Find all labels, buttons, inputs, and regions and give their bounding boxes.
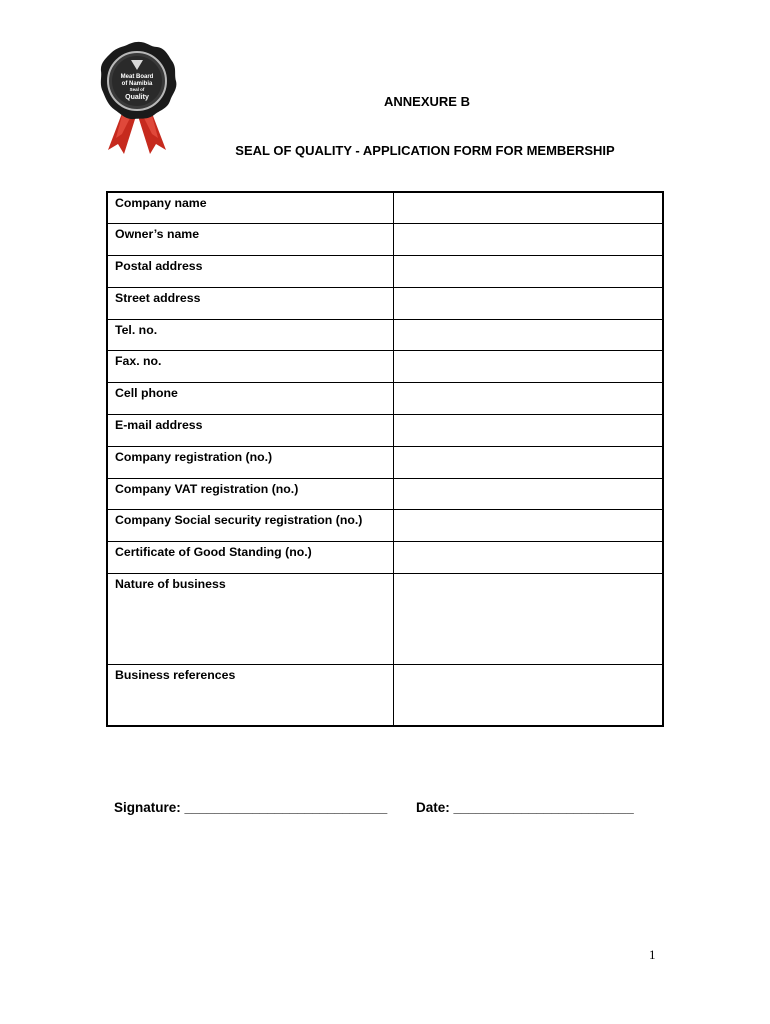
field-label: Business references <box>107 665 393 726</box>
field-label: Company VAT registration (no.) <box>107 478 393 510</box>
seal-text-4: Quality <box>125 94 149 101</box>
seal-text-3: Seal of <box>129 87 145 92</box>
form-row-owner-name <box>107 224 663 256</box>
field-input-company-registration[interactable] <box>393 446 663 478</box>
seal-text-1: Meat Board <box>120 74 154 80</box>
field-label: E-mail address <box>107 415 393 447</box>
form-row-company-registration <box>107 446 663 478</box>
field-label: Cell phone <box>107 383 393 415</box>
field-input-email[interactable] <box>393 415 663 447</box>
form-row-good-standing <box>107 542 663 574</box>
form-row-business-references <box>107 665 663 726</box>
form-row-company-name <box>107 192 663 224</box>
field-input-company-name[interactable] <box>393 192 663 224</box>
field-label: Fax. no. <box>107 351 393 383</box>
date-line[interactable]: Date: ________________________ <box>416 800 634 815</box>
form-row-vat-registration <box>107 478 663 510</box>
form-row-nature-of-business <box>107 574 663 665</box>
field-label: Street address <box>107 287 393 319</box>
form-row-email <box>107 415 663 447</box>
field-label: Certificate of Good Standing (no.) <box>107 542 393 574</box>
field-input-owner-name[interactable] <box>393 224 663 256</box>
form-title: SEAL OF QUALITY - APPLICATION FORM FOR MEMBERSHIP <box>235 143 615 158</box>
field-input-street-address[interactable] <box>393 287 663 319</box>
field-input-tel[interactable] <box>393 319 663 351</box>
form-row-street-address <box>107 287 663 319</box>
field-input-cell-phone[interactable] <box>393 383 663 415</box>
form-row-fax <box>107 351 663 383</box>
field-label: Company Social security registration (no.) <box>107 510 393 542</box>
field-input-postal-address[interactable] <box>393 256 663 288</box>
field-input-fax[interactable] <box>393 351 663 383</box>
form-row-cell-phone <box>107 383 663 415</box>
field-input-social-security[interactable] <box>393 510 663 542</box>
field-input-nature-of-business[interactable] <box>393 574 663 665</box>
annexure-heading: ANNEXURE B <box>384 94 470 109</box>
form-row-social-security <box>107 510 663 542</box>
page-number: 1 <box>649 947 656 962</box>
form-row-postal-address <box>107 256 663 288</box>
field-label: Postal address <box>107 256 393 288</box>
form-row-tel <box>107 319 663 351</box>
application-form-table <box>106 191 664 727</box>
field-label: Nature of business <box>107 574 393 665</box>
field-input-good-standing[interactable] <box>393 542 663 574</box>
signature-line[interactable]: Signature: ___________________________ <box>114 800 388 815</box>
field-input-vat-registration[interactable] <box>393 478 663 510</box>
field-input-business-references[interactable] <box>393 665 663 726</box>
field-label: Tel. no. <box>107 319 393 351</box>
seal-text-2: of Namibia <box>121 81 153 87</box>
field-label: Company registration (no.) <box>107 446 393 478</box>
field-label: Company name <box>107 192 393 224</box>
field-label: Owner’s name <box>107 224 393 256</box>
